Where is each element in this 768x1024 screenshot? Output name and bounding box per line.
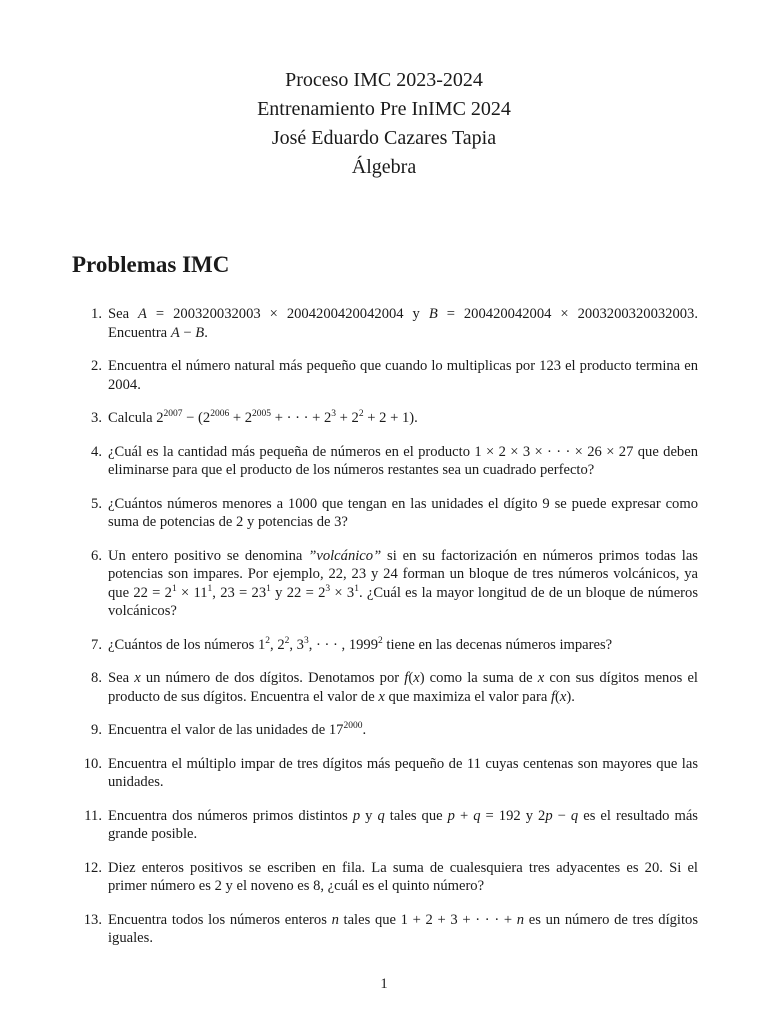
problem-item [72,859,698,896]
problem-item [72,807,698,844]
page-number: 1 [380,976,388,992]
problem-text: Encuentra todos los números enteros n tales que 1 + 2 + 3 + · · · + n es un número de tres dígitos iguales. [108,911,699,946]
problem-number: 2. [91,358,102,374]
problem-item [72,357,698,394]
problem-number: 12. [83,859,102,876]
problem-item [72,495,698,532]
problem-item [72,547,698,621]
problem-text: ¿Cuántos de los números $1^2$, $2^2$, $3^3$, · · · , 1999$^2$ tiene en las decenas números impares? [108,635,613,653]
header-author: José Eduardo Cazares Tapia [271,127,497,149]
problem-text: Un entero positivo se denomina ”volcánico” si en su factorización en números primos todas las potencias son impares. Por ejemplo, 22, 23 y 24 forman un bloque de tres números volcánicos, ya que $22 = 2^1 \times 11^1$, $23 = 23^1$ y $22 = 2^3 \times 3^1$. ¿Cuál es la mayor longitud de de un bloque de números volcánicos? [108,547,699,619]
problem-item [72,636,698,655]
problem-item [72,443,698,480]
header-subject: Álgebra [351,156,417,178]
problem-text: Sea x un número de dos dígitos. Denotamos por f(x) como la suma de x con sus dígitos menos el producto de sus dígitos. Encuentra el valor de x que maximiza el valor para f(x). [108,670,698,705]
problem-number: 5. [91,495,102,512]
header-course: Proceso IMC 2023-2024 [285,69,483,91]
problem-text: Encuentra el valor de las unidades de $17^{2000}$. [108,721,367,738]
problem-item [72,305,698,342]
problem-number: 9. [91,722,102,738]
problem-text: Calcula $2^{2007} - (2^{2006} + 2^{2005}$ + · · · + $2^3 + 2^2 + 2 + 1$). [108,409,418,426]
problem-number: 13. [83,911,102,928]
problem-list [72,290,698,948]
problem-number: 4. [91,443,102,460]
problem-item [72,755,698,792]
problem-number: 10. [83,755,102,772]
header-training: Entrenamiento Pre InIMC 2024 [257,98,511,120]
problem-number: 3. [91,410,102,426]
problem-number: 6. [91,547,102,564]
problem-item [72,409,698,428]
problem-text: Sea A = 200320032003 × 2004200420042004 y B = 200420042004 × 2003200320032003. Encuentra A − B. [108,306,698,341]
section-title: Problemas IMC [72,252,230,277]
problem-number: 1. [91,306,102,322]
problem-number: 7. [91,636,102,653]
problem-text: ¿Cuál es la cantidad más pequeña de números en el producto 1 × 2 × 3 × · · · × 26 × 27 que deben eliminarse para que el producto de los números restantes sea un cuadrado perfecto? [108,443,698,478]
problem-text: Encuentra el número natural más pequeño que cuando lo multiplicas por 123 el producto termina en 2004. [108,358,698,393]
problem-item [72,669,698,706]
problem-text: Encuentra dos números primos distintos p y q tales que p + q = 192 y 2p − q es el resultado más grande posible. [108,807,698,842]
problem-item [72,721,698,740]
problem-item [72,911,698,948]
document-header [0,66,768,182]
problem-number: 8. [91,670,102,686]
problem-text: Encuentra el múltiplo impar de tres dígitos más pequeño de 11 cuyas centenas son mayores que las unidades. [108,755,698,790]
problem-text: Diez enteros positivos se escriben en fila. La suma de cualesquiera tres adyacentes es 20. Si el primer número es 2 y el noveno es 8, ¿cuál es el quinto número? [108,859,698,894]
problem-number: 11. [84,807,102,824]
problem-text: ¿Cuántos números menores a 1000 que tengan en las unidades el dígito 9 se puede expresar como suma de potencias de 2 y potencias de 3? [108,495,698,530]
